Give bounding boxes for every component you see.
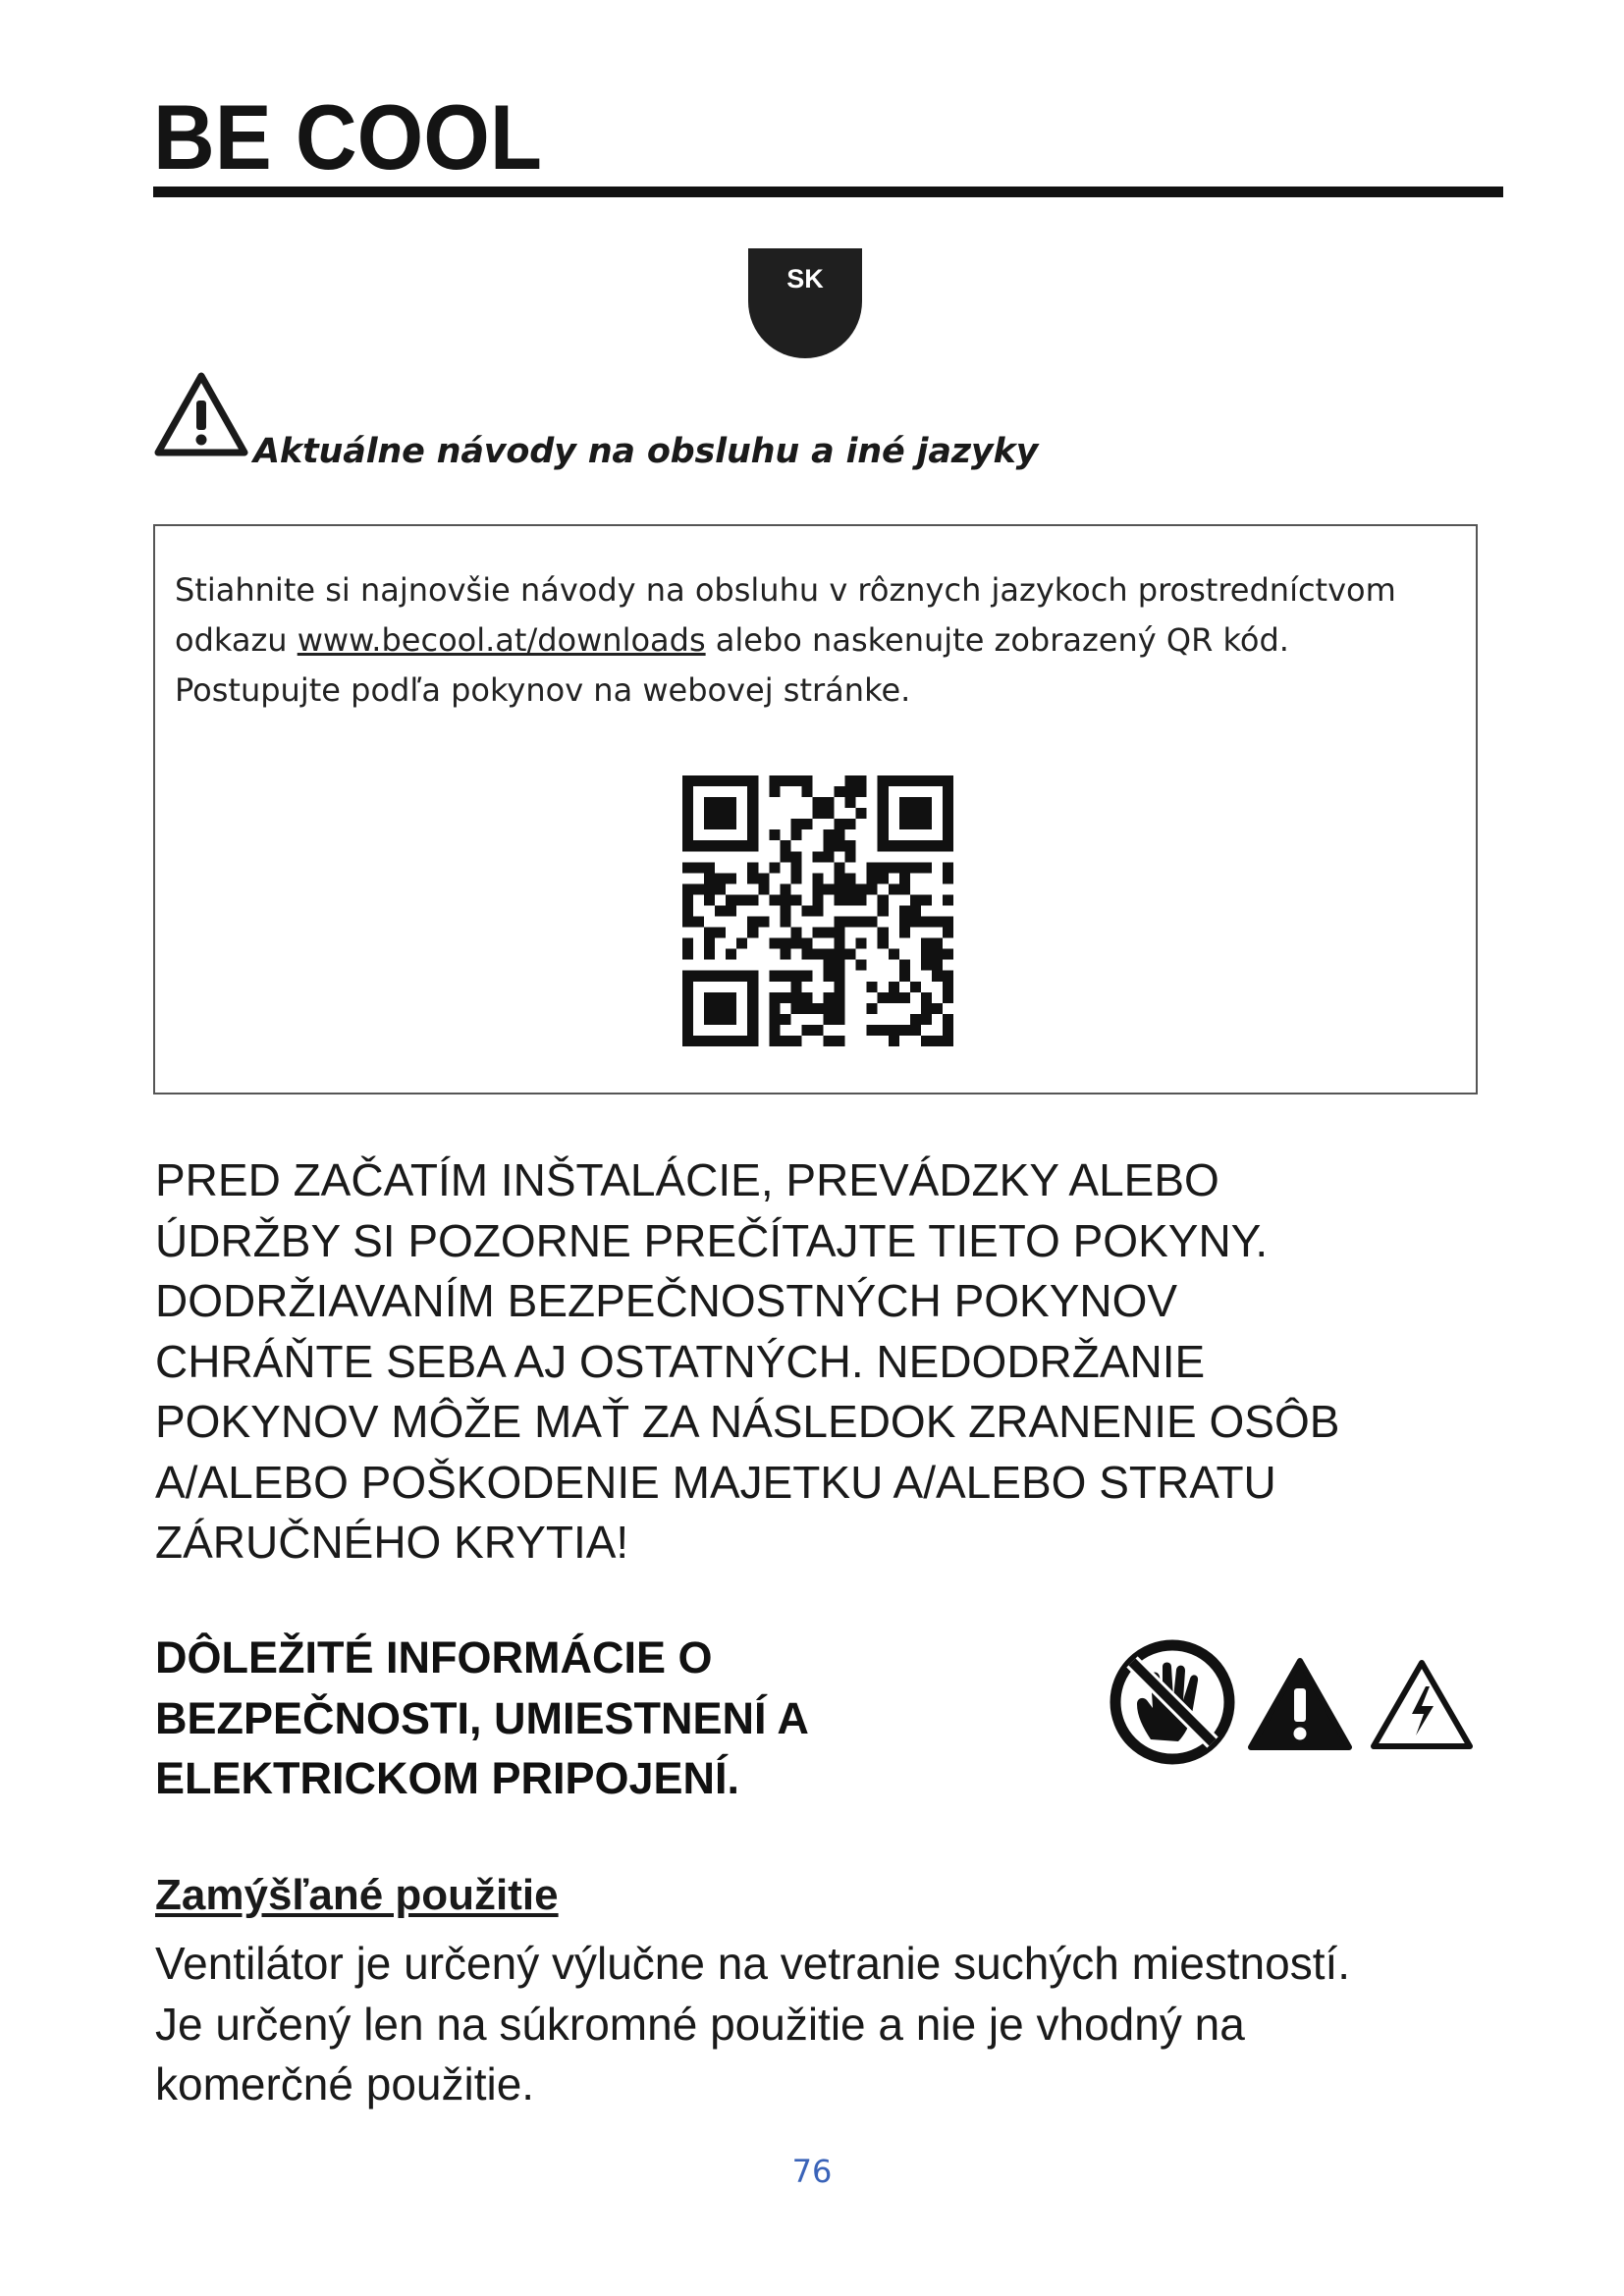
caution-notice [155, 1150, 1490, 1574]
warning-outline-icon [153, 371, 249, 457]
language-badge-label: SK [786, 264, 824, 294]
page-number: 76 [791, 2153, 833, 2190]
do-not-touch-icon [1108, 1637, 1237, 1767]
caution-line: A/ALEBO POŠKODENIE MAJETKU A/ALEBO STRATU [155, 1456, 1276, 1508]
warning-filled-icon [1247, 1657, 1353, 1751]
downloads-text-fragment: alebo naskenujte zobrazený QR kód. [705, 621, 1289, 659]
downloads-text-line: Stiahnite si najnovšie návody na obsluhu v rôznych jazykoch prostredníctvom [175, 571, 1396, 609]
caution-line: POKYNOV MÔŽE MAŤ ZA NÁSLEDOK ZRANENIE OSÔB [155, 1396, 1340, 1447]
brand-logo [153, 94, 546, 179]
safety-title-line: DÔLEŽITÉ INFORMÁCIE O [155, 1632, 713, 1682]
language-badge [748, 248, 862, 358]
downloads-text-line [175, 615, 1451, 666]
downloads-heading [153, 371, 1135, 479]
caution-line: DODRŽIAVANÍM BEZPEČNOSTNÝCH POKYNOV [155, 1275, 1178, 1326]
safety-title-line: ELEKTRICKOM PRIPOJENÍ. [155, 1753, 740, 1803]
downloads-box [153, 524, 1478, 1095]
safety-icons [1108, 1637, 1477, 1775]
qr-code-icon[interactable] [682, 775, 953, 1046]
downloads-heading-text: Aktuálne návody na obsluhu a iné jazyky [253, 432, 1039, 471]
intended-use-line: Ventilátor je určený výlučne na vetranie suchých miestností. [155, 1938, 1351, 1989]
header-divider [153, 187, 1503, 197]
caution-line: PRED ZAČATÍM INŠTALÁCIE, PREVÁDZKY ALEBO [155, 1154, 1219, 1205]
brand-logo-text: BE COOL [153, 94, 542, 179]
electric-hazard-icon [1369, 1657, 1475, 1751]
caution-line: ÚDRŽBY SI POZORNE PREČÍTAJTE TIETO POKYNY. [155, 1214, 1269, 1266]
intended-use-text [155, 1934, 1510, 2115]
downloads-text-line: Postupujte podľa pokynov na webovej stránke. [175, 671, 911, 709]
downloads-text [175, 565, 1451, 716]
caution-line: ZÁRUČNÉHO KRYTIA! [155, 1517, 629, 1568]
caution-line: CHRÁŇTE SEBA AJ OSTATNÝCH. NEDODRŽANIE [155, 1335, 1206, 1387]
intended-use-line: Je určený len na súkromné použitie a nie je vhodný na [155, 1998, 1245, 2050]
downloads-text-fragment: odkazu [175, 621, 298, 659]
intended-use-line: komerčné použitie. [155, 2058, 535, 2109]
safety-title-line: BEZPEČNOSTI, UMIESTNENÍ A [155, 1692, 809, 1743]
intended-use-heading: Zamýšľané použitie [155, 1871, 559, 1919]
safety-title [155, 1628, 1039, 1809]
downloads-link[interactable]: www.becool.at/downloads [297, 621, 706, 659]
